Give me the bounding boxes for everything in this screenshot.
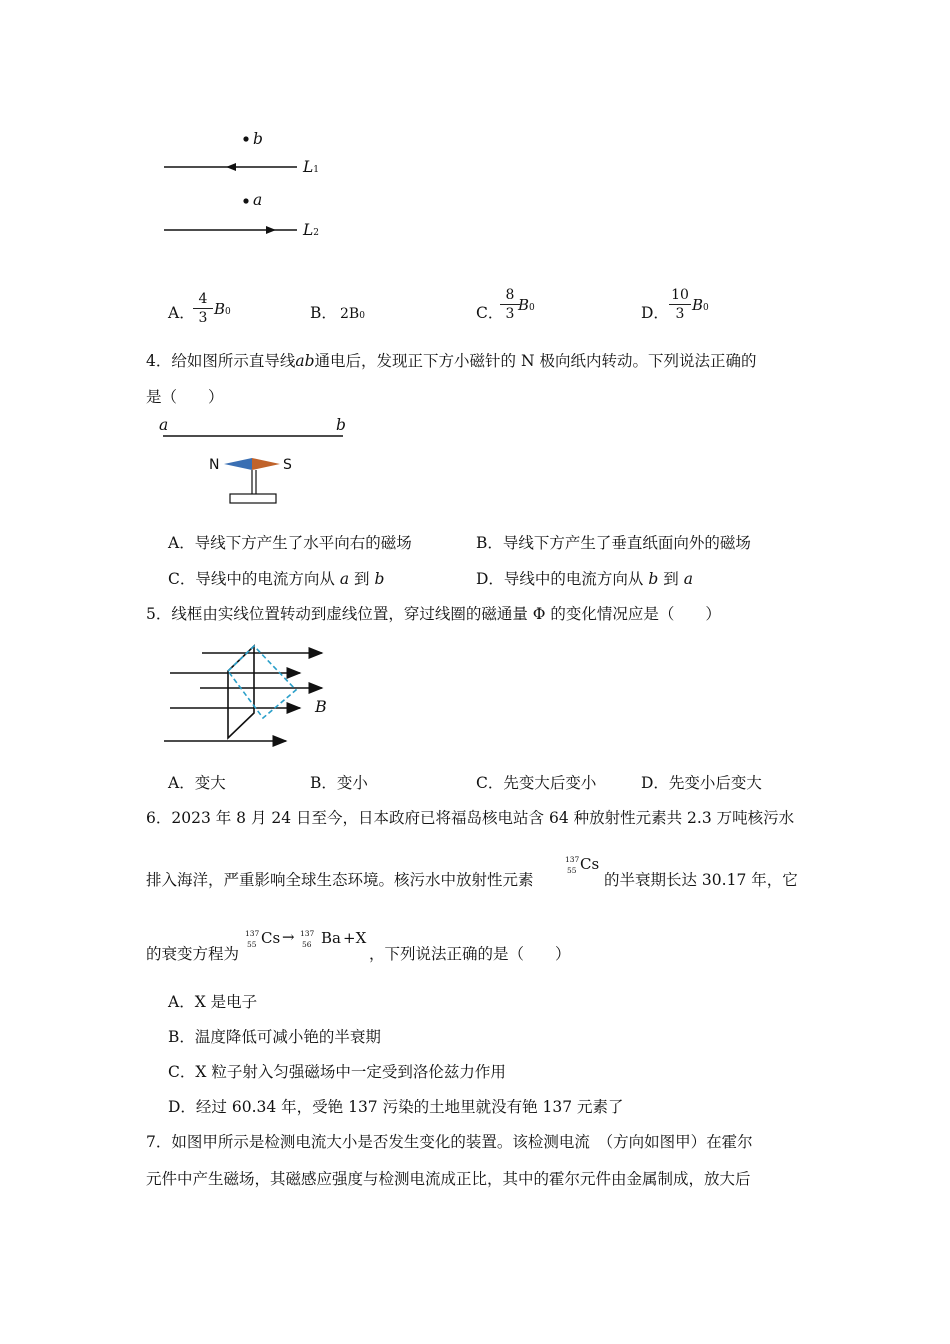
q6-stem-line1: 6．2023 年 8 月 24 日至今，日本政府已将福岛核电站含 64 种放射性元素共 2.3 万吨核污水 bbox=[146, 809, 795, 827]
wire-end-b: b bbox=[336, 416, 346, 434]
q7-stem-line2: 元件中产生磁场，其磁感应强度与检测电流成正比，其中的霍尔元件由金属制成，放大后 bbox=[146, 1170, 751, 1188]
label-l1: L1 bbox=[303, 158, 320, 176]
q5-option-d[interactable]: D．先变小后变大 bbox=[641, 774, 762, 792]
cs-mass-number: 137 bbox=[565, 855, 580, 864]
q5-option-a[interactable]: A．变大 bbox=[168, 774, 226, 792]
q6-stem-line2-post: 的半衰期长达 30.17 年，它 bbox=[604, 871, 798, 889]
q6-option-b[interactable]: B．温度降低可减小铯的半衰期 bbox=[168, 1028, 381, 1046]
q6-stem-line3-post: ，下列说法正确的是（ ） bbox=[369, 945, 571, 963]
q4-option-c[interactable]: C．导线中的电流方向从 a 到 b bbox=[168, 570, 385, 588]
label-a: a bbox=[253, 191, 263, 209]
q5-stem: 5．线框由实线位置转动到虚线位置，穿过线圈的磁通量 Φ 的变化情况应是（ ） bbox=[146, 605, 721, 623]
q5-option-c[interactable]: C．先变大后变小 bbox=[476, 774, 597, 792]
q4-option-b[interactable]: B．导线下方产生了垂直纸面向外的磁场 bbox=[476, 534, 751, 552]
label-b: b bbox=[253, 130, 263, 148]
page: b a L1 L2 A． 4 3 B0 B． 2B0 C． 8 3 B0 D． 10 3 B0 4．给如图所示直导线ab通电后，发现正下方小磁针的 N 极向纸内转动。下列说法正确的 是（ ） a b N S A．导线下方产生了水平向右的磁场 B．导线下方产生了垂直纸面向外的磁场 C．导线中的电流方向从 a 到 b D．导线中的电流方向从 b 到 a 5．线框由实线位置转动到虚线位置，穿过线圈的磁通量 Φ 的变化情况应是（ ） B A．变大 B．变小 C．先变大后变小 D．先变小后变大 6．2023 年 8 月 24 日至今，日本政府已将福岛核电站含 64 种放射性元素共 2.3 万吨核污水 排入海洋，严重影响全球生态环境。核污水中放射性元素 137 55 Cs 的半衰期长达 30.17 年，它 的衰变方程为 137 55 Cs → 137 56 Ba +X ，下列说法正确的是（ ） A．X 是电子 B．温度降低可减小铯的半衰期 C．X 粒子射入匀强磁场中一定受到洛伦兹力作用 D．经过 60.34 年，受铯 137 污染的土地里就没有铯 137 元素了 7．如图甲所示是检测电流大小是否发生变化的装置。该检测电流 （方向如图甲）在霍尔 元件中产生磁场，其磁感应强度与检测电流成正比，其中的霍尔元件由金属制成，放大后 bbox=[0, 0, 950, 1344]
q6-stem-line2-pre: 排入海洋，严重影响全球生态环境。核污水中放射性元素 bbox=[146, 871, 534, 889]
coil-solid bbox=[228, 646, 254, 738]
fraction: 10 3 bbox=[669, 287, 691, 322]
fraction: 8 3 bbox=[500, 287, 520, 322]
q4-stem-line1: 4．给如图所示直导线ab通电后，发现正下方小磁针的 N 极向纸内转动。下列说法正确的 bbox=[146, 352, 757, 370]
wire-end-a: a bbox=[159, 416, 169, 434]
pole-n-label: N bbox=[209, 457, 220, 473]
q4-option-a[interactable]: A．导线下方产生了水平向右的磁场 bbox=[168, 534, 412, 552]
q4-stem-line2: 是（ ） bbox=[146, 388, 224, 406]
cs-symbol: Cs bbox=[580, 855, 600, 873]
fraction: 4 3 bbox=[193, 291, 213, 326]
cs-atomic-number: 55 bbox=[567, 866, 577, 875]
q5-option-b[interactable]: B．变小 bbox=[310, 774, 368, 792]
coil-dashed bbox=[228, 646, 296, 718]
q6-option-a[interactable]: A．X 是电子 bbox=[168, 993, 258, 1011]
pole-s-label: S bbox=[283, 457, 292, 473]
q4-option-d[interactable]: D．导线中的电流方向从 b 到 a bbox=[476, 570, 693, 588]
q6-stem-line3-pre: 的衰变方程为 bbox=[146, 945, 240, 963]
q6-option-c[interactable]: C．X 粒子射入匀强磁场中一定受到洛伦兹力作用 bbox=[168, 1063, 506, 1081]
q7-stem-line1: 7．如图甲所示是检测电流大小是否发生变化的装置。该检测电流 （方向如图甲）在霍尔 bbox=[146, 1133, 753, 1151]
label-l2: L2 bbox=[303, 221, 320, 239]
q6-option-d[interactable]: D．经过 60.34 年，受铯 137 污染的土地里就没有铯 137 元素了 bbox=[168, 1098, 624, 1116]
field-label-b: B bbox=[315, 697, 327, 716]
